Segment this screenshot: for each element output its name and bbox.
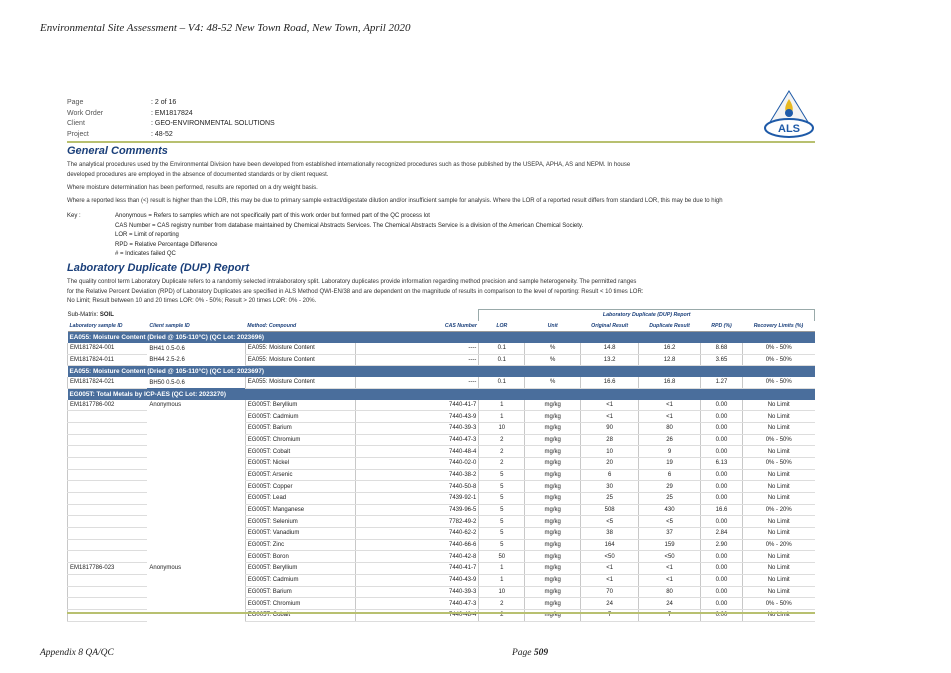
footer-page-number: 509	[533, 648, 549, 658]
key-item: CAS Number = CAS registry number from database maintained by Chemical Abstracts Services. The Chemical Abstracts Service is a division of the American Chemical Society.	[115, 222, 584, 229]
table-cell	[147, 551, 245, 563]
table-cell: mg/kg	[525, 400, 581, 411]
meta-key: Project	[67, 130, 89, 138]
table-cell: 7440-39-3	[355, 586, 479, 598]
table-cell	[68, 528, 148, 540]
col-unit: Unit	[525, 321, 581, 332]
table-cell: EA055: Moisture Content	[245, 343, 355, 354]
table-cell	[68, 551, 148, 563]
submatrix-label: Sub-Matrix:	[67, 312, 99, 319]
table-cell: mg/kg	[525, 481, 581, 493]
meta-value: : 48-52	[151, 130, 173, 138]
table-cell: <1	[639, 400, 701, 411]
table-cell: 0.00	[701, 586, 743, 598]
qc-lot-section-title: EA055: Moisture Content (Dried @ 105-110°C) (QC Lot: 2023697)	[68, 366, 815, 377]
table-cell: 16.6	[701, 504, 743, 516]
table-cell	[68, 411, 148, 423]
table-cell: 0% - 20%	[742, 539, 814, 551]
table-cell: mg/kg	[525, 446, 581, 458]
table-cell: 20	[581, 457, 639, 469]
table-cell: 0% - 50%	[742, 598, 814, 610]
table-row	[68, 354, 815, 366]
table-cell: 25	[581, 493, 639, 505]
table-cell: No Limit	[742, 481, 814, 493]
meta-row-client	[67, 119, 275, 130]
table-cell: 5	[479, 504, 525, 516]
table-cell	[147, 481, 245, 493]
table-cell: 80	[639, 422, 701, 434]
table-cell: 7440-41-7	[355, 563, 479, 575]
table-cell: EG005T: Cobalt	[245, 609, 355, 621]
table-cell: 7440-43-9	[355, 574, 479, 586]
table-cell: BH50 0.5-0.6	[149, 379, 185, 386]
table-cell: No Limit	[742, 551, 814, 563]
table-super-header: Laboratory Duplicate (DUP) Report	[479, 310, 815, 321]
table-cell: 0.00	[701, 574, 743, 586]
table-cell: EG005T: Cadmium	[245, 574, 355, 586]
table-cell	[147, 411, 245, 423]
table-cell: ----	[355, 377, 479, 388]
table-cell: EG005T: Copper	[245, 481, 355, 493]
table-cell: 7440-50-8	[355, 481, 479, 493]
table-cell: Anonymous	[149, 402, 182, 409]
table-cell: No Limit	[742, 422, 814, 434]
table-row	[68, 493, 815, 505]
table-row	[68, 343, 815, 354]
table-cell	[68, 539, 148, 551]
table-row	[68, 504, 815, 516]
table-row	[68, 551, 815, 563]
table-cell	[147, 446, 245, 458]
dup-report-p2: for the Relative Percent Deviation (RPD) of Laboratory Duplicates are specified in ALS Method QWI-EN/38 and are dependent on the magnitude of results in comparison to the level of reporting: Result < 10 times LOR:	[67, 289, 644, 295]
meta-key: Client	[67, 120, 85, 127]
table-cell: No Limit	[742, 528, 814, 540]
table-row	[68, 422, 815, 434]
general-comments-p2: developed procedures are employed in the absence of documented standards or by client request.	[67, 172, 329, 178]
table-row	[68, 574, 815, 586]
table-cell: 10	[479, 586, 525, 598]
table-cell: 0.00	[701, 516, 743, 528]
table-cell	[147, 528, 245, 540]
document-running-header: Environmental Site Assessment – V4: 48-52 New Town Road, New Town, April 2020	[40, 22, 411, 34]
table-cell: <5	[581, 516, 639, 528]
table-cell: 37	[639, 528, 701, 540]
key-item: RPD = Relative Percentage Difference	[115, 241, 218, 248]
table-cell: 7440-42-8	[355, 551, 479, 563]
table-cell: No Limit	[742, 563, 814, 575]
table-cell	[147, 504, 245, 516]
table-cell: EG005T: Cadmium	[245, 411, 355, 423]
logo-text: ALS	[778, 123, 800, 135]
col-client-sample-id: Client sample ID	[147, 321, 245, 332]
table-cell: 7439-96-5	[355, 504, 479, 516]
table-cell: 7440-02-0	[355, 457, 479, 469]
table-cell: 7782-49-2	[355, 516, 479, 528]
table-cell: 29	[639, 481, 701, 493]
table-cell: mg/kg	[525, 457, 581, 469]
table-cell: EA055: Moisture Content	[245, 354, 355, 366]
table-cell: 0.1	[479, 377, 525, 388]
table-row	[68, 457, 815, 469]
table-cell	[147, 422, 245, 434]
table-row	[68, 434, 815, 446]
table-cell: mg/kg	[525, 469, 581, 481]
table-cell: 0% - 50%	[742, 377, 814, 388]
qc-lot-section-title: EG005T: Total Metals by ICP-AES (QC Lot: 2023270)	[68, 388, 815, 399]
qc-lot-section-row	[68, 366, 815, 377]
table-cell: 0.00	[701, 446, 743, 458]
table-cell: 13.2	[581, 354, 639, 366]
table-row	[68, 586, 815, 598]
table-cell: EG005T: Vanadium	[245, 528, 355, 540]
table-cell	[68, 434, 148, 446]
key-label: Key :	[67, 213, 81, 219]
col-lab-sample-id: Laboratory sample ID	[68, 321, 148, 332]
table-cell: 24	[581, 598, 639, 610]
general-comments-p3: Where moisture determination has been performed, results are reported on a dry weight basis.	[67, 185, 318, 191]
table-body	[68, 332, 815, 621]
table-cell: 0% - 50%	[742, 354, 814, 366]
table-cell: 6	[581, 469, 639, 481]
table-cell: 7	[581, 609, 639, 621]
table-cell	[147, 574, 245, 586]
table-cell: 2	[479, 598, 525, 610]
dup-report-p3: No Limit; Result between 10 and 20 times LOR: 0% - 50%; Result > 20 times LOR: 0% - 20%.	[67, 298, 317, 304]
table-cell: mg/kg	[525, 528, 581, 540]
table-cell: 10	[581, 446, 639, 458]
general-comments-title: General Comments	[67, 145, 168, 157]
table-cell: 16.6	[581, 377, 639, 388]
table-cell: 8.68	[701, 343, 743, 354]
table-cell: EG005T: Barium	[245, 422, 355, 434]
table-cell: 1	[479, 563, 525, 575]
table-cell: No Limit	[742, 586, 814, 598]
table-super-header-row	[68, 310, 815, 321]
table-cell: 16.8	[639, 377, 701, 388]
report-meta	[67, 98, 275, 140]
table-cell: mg/kg	[525, 609, 581, 621]
table-cell: EA055: Moisture Content	[245, 377, 355, 388]
table-cell: mg/kg	[525, 422, 581, 434]
table-cell: EM1817824-001	[68, 343, 148, 354]
table-cell: No Limit	[742, 469, 814, 481]
duplicate-results-table	[67, 309, 815, 622]
table-row	[68, 528, 815, 540]
table-cell: <1	[581, 400, 639, 411]
table-cell: EG005T: Beryllium	[245, 400, 355, 411]
table-cell: 7440-38-2	[355, 469, 479, 481]
meta-value: : EM1817824	[151, 109, 193, 117]
table-cell: 16.2	[639, 343, 701, 354]
table-cell: %	[525, 354, 581, 366]
dup-report-p1: The quality control term Laboratory Duplicate refers to a randomly selected intralaboratory split. Laboratory duplicates provide information regarding method precision and sample heterogeneity. The permitted ranges	[67, 279, 637, 285]
table-cell: 5	[479, 493, 525, 505]
table-cell: <1	[581, 574, 639, 586]
col-duplicate-result: Duplicate Result	[639, 321, 701, 332]
key-item: Anonymous = Refers to samples which are not specifically part of this work order but formed part of the QC process lot	[115, 213, 430, 219]
table-cell: 14.8	[581, 343, 639, 354]
table-cell: 5	[479, 528, 525, 540]
meta-value: : 2 of 16	[151, 99, 177, 106]
table-cell	[147, 516, 245, 528]
table-cell: 28	[581, 434, 639, 446]
table-cell: mg/kg	[525, 563, 581, 575]
table-row	[68, 563, 815, 575]
table-cell: mg/kg	[525, 504, 581, 516]
table-cell: 0% - 20%	[742, 504, 814, 516]
footer-rule	[67, 612, 815, 614]
table-cell	[68, 574, 148, 586]
table-cell: 1	[479, 411, 525, 423]
table-cell: mg/kg	[525, 434, 581, 446]
table-cell: 0.00	[701, 598, 743, 610]
table-cell: 0.00	[701, 563, 743, 575]
table-row	[68, 598, 815, 610]
table-cell: EM1817786-023	[68, 563, 148, 575]
table-cell: 0.00	[701, 609, 743, 621]
table-cell: 0.1	[479, 343, 525, 354]
table-cell: 10	[479, 422, 525, 434]
submatrix-value: SOIL	[99, 312, 114, 319]
table-cell: 7440-48-4	[355, 446, 479, 458]
header-rule	[67, 141, 815, 143]
table-cell: EG005T: Barium	[245, 586, 355, 598]
table-cell: 5	[479, 516, 525, 528]
table-cell	[147, 434, 245, 446]
table-cell: 5	[479, 539, 525, 551]
table-cell: 1	[479, 574, 525, 586]
table-cell: No Limit	[742, 411, 814, 423]
table-row	[68, 411, 815, 423]
table-cell	[68, 457, 148, 469]
dup-report-title: Laboratory Duplicate (DUP) Report	[67, 262, 250, 274]
table-cell: 12.8	[639, 354, 701, 366]
table-cell: EG005T: Beryllium	[245, 563, 355, 575]
table-cell: 1.27	[701, 377, 743, 388]
table-cell: EG005T: Nickel	[245, 457, 355, 469]
table-cell: EG005T: Chromium	[245, 598, 355, 610]
table-cell	[147, 598, 245, 610]
table-cell: ----	[355, 343, 479, 354]
table-cell: mg/kg	[525, 411, 581, 423]
footer-appendix: Appendix 8 QA/QC	[40, 648, 114, 658]
footer-page-label: Page	[512, 648, 534, 658]
table-cell: <50	[639, 551, 701, 563]
table-cell: mg/kg	[525, 574, 581, 586]
col-lor: LOR	[479, 321, 525, 332]
table-cell	[68, 422, 148, 434]
table-cell: <1	[581, 563, 639, 575]
table-cell: 0% - 50%	[742, 343, 814, 354]
table-cell: <5	[639, 516, 701, 528]
table-cell: %	[525, 343, 581, 354]
table-cell	[68, 598, 148, 610]
table-cell: 7440-47-3	[355, 598, 479, 610]
table-cell: 7440-43-9	[355, 411, 479, 423]
table-cell: 7440-41-7	[355, 400, 479, 411]
table-cell	[68, 516, 148, 528]
table-cell: 164	[581, 539, 639, 551]
table-cell	[147, 586, 245, 598]
table-cell: mg/kg	[525, 493, 581, 505]
table-cell: ----	[355, 354, 479, 366]
table-cell: 2	[479, 434, 525, 446]
table-cell: 0.1	[479, 354, 525, 366]
table-cell	[147, 457, 245, 469]
table-cell: 0.00	[701, 551, 743, 563]
table-cell	[68, 493, 148, 505]
table-cell: <1	[639, 574, 701, 586]
table-cell: mg/kg	[525, 551, 581, 563]
table-cell: 6.13	[701, 457, 743, 469]
table-cell: mg/kg	[525, 598, 581, 610]
table-cell: 430	[639, 504, 701, 516]
table-cell: 6	[639, 469, 701, 481]
qc-lot-section-row	[68, 332, 815, 343]
col-cas-number: CAS Number	[355, 321, 479, 332]
table-cell: No Limit	[742, 446, 814, 458]
als-logo	[763, 89, 815, 139]
table-cell: 7440-47-3	[355, 434, 479, 446]
table-cell	[68, 586, 148, 598]
table-cell: mg/kg	[525, 586, 581, 598]
table-cell: 7439-92-1	[355, 493, 479, 505]
table-cell: 7440-48-4	[355, 609, 479, 621]
table-cell: EG005T: Lead	[245, 493, 355, 505]
table-cell: 1	[479, 400, 525, 411]
table-cell: <1	[639, 563, 701, 575]
table-cell: <1	[581, 411, 639, 423]
footer-page	[512, 648, 548, 658]
table-cell	[147, 493, 245, 505]
table-cell: EG005T: Chromium	[245, 434, 355, 446]
table-cell: 7440-66-6	[355, 539, 479, 551]
col-method-compound: Method: Compound	[245, 321, 355, 332]
table-cell: 30	[581, 481, 639, 493]
qc-lot-section-row	[68, 388, 815, 399]
table-cell	[68, 504, 148, 516]
table-cell: 19	[639, 457, 701, 469]
table-cell: 80	[639, 586, 701, 598]
table-cell	[68, 446, 148, 458]
table-cell: 70	[581, 586, 639, 598]
col-recovery-limits: Recovery Limits (%)	[742, 321, 814, 332]
table-header-row	[68, 321, 815, 332]
meta-row-project	[67, 130, 275, 141]
meta-value: : GEO-ENVIRONMENTAL SOLUTIONS	[151, 120, 275, 127]
table-row	[68, 481, 815, 493]
table-cell: 0.00	[701, 434, 743, 446]
table-cell: 2	[479, 457, 525, 469]
table-cell	[147, 469, 245, 481]
table-cell: EG005T: Arsenic	[245, 469, 355, 481]
table-cell: 7440-62-2	[355, 528, 479, 540]
table-cell: EG005T: Manganese	[245, 504, 355, 516]
table-cell: 7440-39-3	[355, 422, 479, 434]
table-cell: 2	[479, 446, 525, 458]
table-cell: 5	[479, 481, 525, 493]
table-row	[68, 516, 815, 528]
table-row	[68, 377, 815, 388]
table-cell: 0% - 50%	[742, 434, 814, 446]
table-cell: 2	[479, 609, 525, 621]
table-cell: BH44 2.5-2.6	[149, 357, 185, 364]
table-cell: 38	[581, 528, 639, 540]
table-cell: 0.00	[701, 493, 743, 505]
table-cell: 3.65	[701, 354, 743, 366]
qc-lot-section-title: EA055: Moisture Content (Dried @ 105-110°C) (QC Lot: 2023696)	[68, 332, 815, 343]
table-cell: 50	[479, 551, 525, 563]
table-cell: 9	[639, 446, 701, 458]
table-cell: EG005T: Zinc	[245, 539, 355, 551]
col-rpd: RPD (%)	[701, 321, 743, 332]
table-cell: EM1817786-002	[68, 400, 148, 411]
table-cell: 2.90	[701, 539, 743, 551]
meta-key: Page	[67, 99, 84, 106]
table-row	[68, 469, 815, 481]
table-cell: 0.00	[701, 411, 743, 423]
table-cell: Anonymous	[149, 565, 182, 572]
table-cell: mg/kg	[525, 516, 581, 528]
table-cell: EG005T: Selenium	[245, 516, 355, 528]
meta-row-work-order	[67, 109, 275, 120]
table-cell: 2.84	[701, 528, 743, 540]
table-cell: <1	[639, 411, 701, 423]
table-cell: 0.00	[701, 400, 743, 411]
table-cell	[147, 539, 245, 551]
table-row	[68, 400, 815, 411]
table-cell: EM1817824-011	[68, 354, 148, 366]
table-cell: No Limit	[742, 574, 814, 586]
table-cell: 0.00	[701, 481, 743, 493]
general-comments-p4: Where a reported less than (<) result is higher than the LOR, this may be due to primary sample extract/digestate dilution and/or insufficient sample for analysis. Where the LOR of a reported result differs from standard LOR, this may be due to high	[67, 198, 723, 204]
table-cell: EM1817824-021	[68, 377, 148, 388]
table-cell: No Limit	[742, 516, 814, 528]
table-cell: No Limit	[742, 493, 814, 505]
table-cell: mg/kg	[525, 539, 581, 551]
table-cell: <50	[581, 551, 639, 563]
table-cell: 26	[639, 434, 701, 446]
table-cell: 25	[639, 493, 701, 505]
table-cell: 0.00	[701, 422, 743, 434]
table-cell: BH41 0.5-0.6	[149, 345, 185, 352]
table-cell: 7	[639, 609, 701, 621]
table-cell	[68, 481, 148, 493]
meta-row-page	[67, 98, 275, 109]
table-cell: 508	[581, 504, 639, 516]
key-item: LOR = Limit of reporting	[115, 232, 179, 239]
table-row	[68, 539, 815, 551]
table-cell: 0% - 50%	[742, 457, 814, 469]
general-comments-p1: The analytical procedures used by the Environmental Division have been developed from established internationally recognized procedures such as those published by the USEPA, APHA, AS and NEPM. In house	[67, 162, 631, 168]
table-cell: EG005T: Boron	[245, 551, 355, 563]
table-cell: EG005T: Cobalt	[245, 446, 355, 458]
table-cell: 159	[639, 539, 701, 551]
table-cell	[68, 469, 148, 481]
table-cell: 5	[479, 469, 525, 481]
table-cell: 24	[639, 598, 701, 610]
table-cell: %	[525, 377, 581, 388]
col-original-result: Original Result	[581, 321, 639, 332]
table-row	[68, 446, 815, 458]
table-cell: No Limit	[742, 400, 814, 411]
key-item: # = Indicates failed QC	[115, 251, 176, 258]
table-cell: 90	[581, 422, 639, 434]
table-cell: No Limit	[742, 609, 814, 621]
table-cell: 0.00	[701, 469, 743, 481]
meta-key: Work Order	[67, 109, 104, 117]
